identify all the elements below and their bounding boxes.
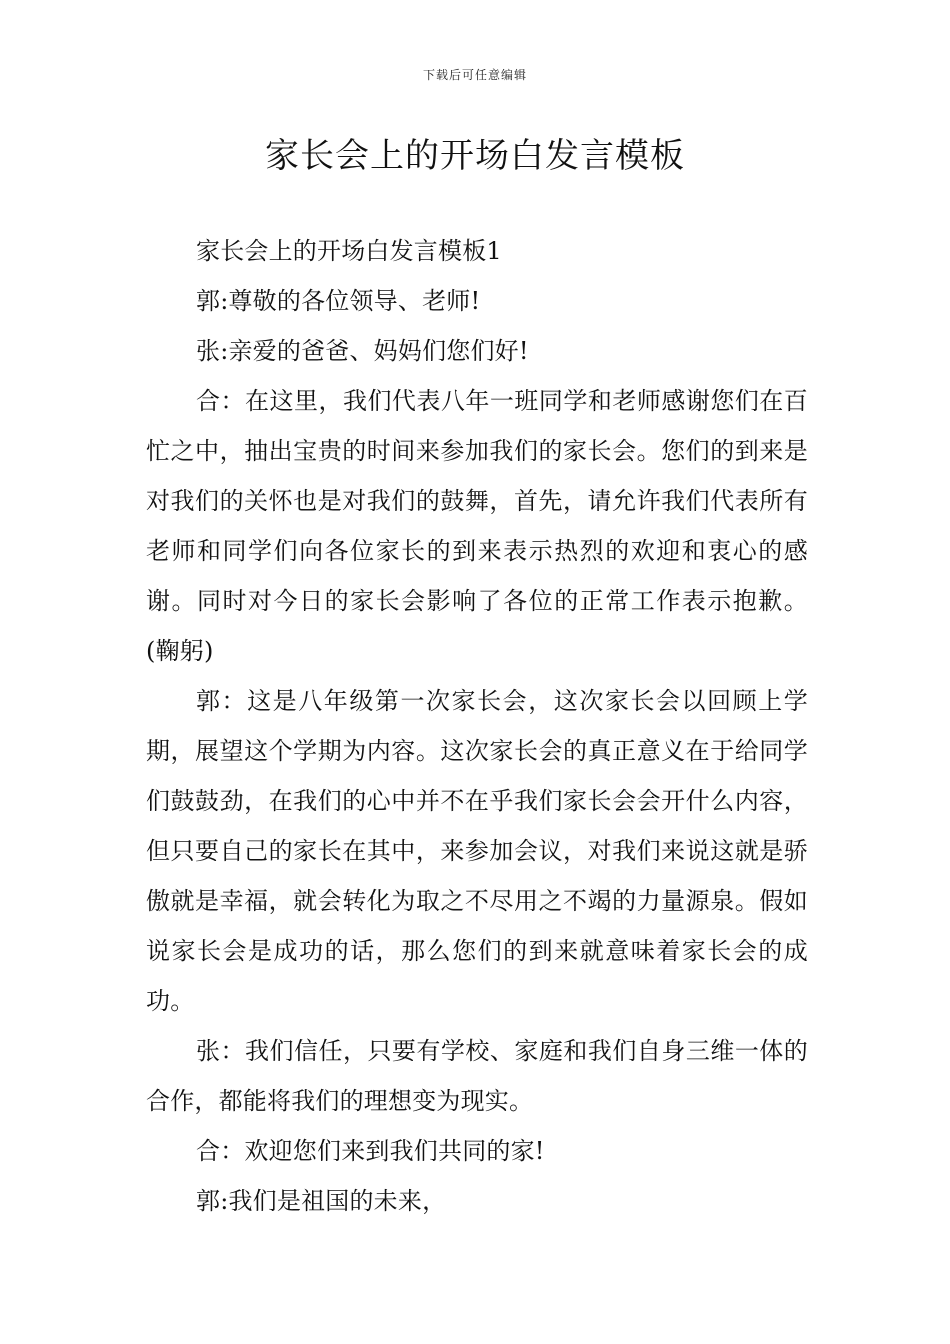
- document-title: 家长会上的开场白发言模板: [265, 136, 685, 176]
- paragraph-together-home: 合：欢迎您们来到我们共同的家!: [196, 1137, 545, 1165]
- paragraph-greeting-guo: 郭:尊敬的各位领导、老师!: [196, 287, 481, 315]
- page-header: 下载后可任意编辑: [422, 68, 527, 82]
- paragraph-zhang-trust: 张：我们信任，只要有学校、家庭和我们自身三维一体的合作，都能将我们的理想变为现实。: [146, 1037, 808, 1115]
- paragraph-subtitle: 家长会上的开场白发言模板1: [196, 237, 502, 265]
- document-body: [146, 226, 808, 1226]
- paragraph-guo-future: 郭:我们是祖国的未来，: [196, 1187, 447, 1215]
- paragraph-guo-meaning: 郭：这是八年级第一次家长会，这次家长会以回顾上学期，展望这个学期为内容。这次家长会的真正意义在于给同学们鼓鼓劲，在我们的心中并不在乎我们家长会会开什么内容，但只要自己的家长在其中，来参加会议，对我们来说这就是骄傲就是幸福，就会转化为取之不尽用之不竭的力量源泉。假如说家长会是成功的话，那么您们的到来就意味着家长会的成功。: [146, 687, 808, 1015]
- paragraph-greeting-zhang: 张:亲爱的爸爸、妈妈们您们好!: [196, 337, 529, 365]
- paragraph-welcome-together: 合：在这里，我们代表八年一班同学和老师感谢您们在百忙之中，抽出宝贵的时间来参加我们的家长会。您们的到来是对我们的关怀也是对我们的鼓舞，首先，请允许我们代表所有老师和同学们向各位家长的到来表示热烈的欢迎和衷心的感谢。同时对今日的家长会影响了各位的正常工作表示抱歉。(鞠躬): [146, 387, 808, 665]
